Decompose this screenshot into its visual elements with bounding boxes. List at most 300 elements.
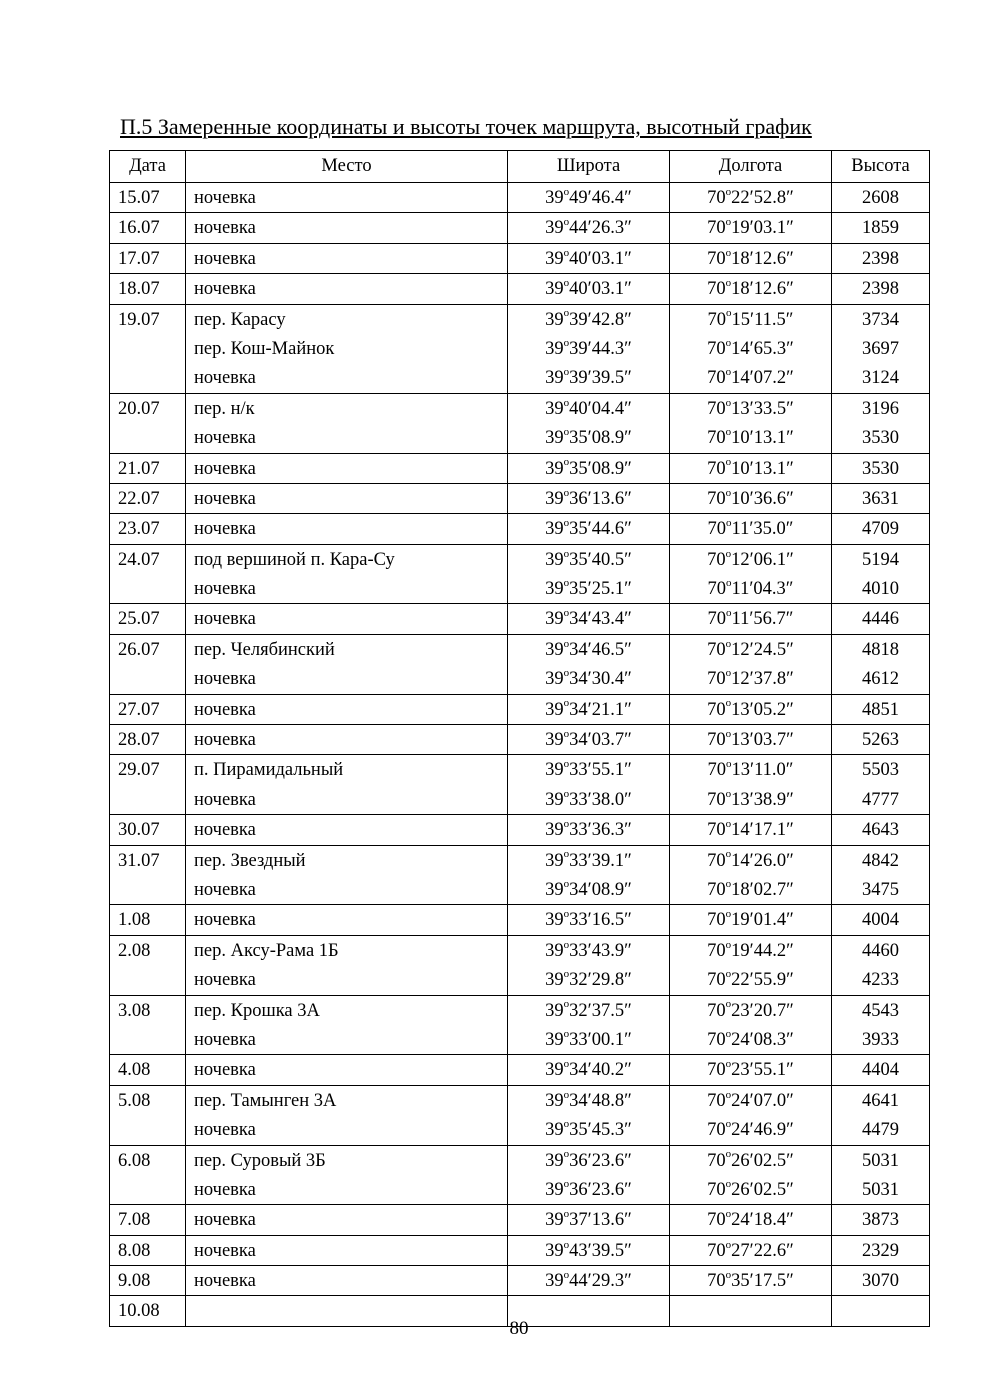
alt-cell [832,634,930,694]
date-value: 7.08 [118,1210,151,1231]
latitude-value: 39$^o$39′39.5″ [545,366,632,389]
lat-cell [508,213,670,243]
lon-cell [670,634,832,694]
lat-cell [508,725,670,755]
latitude-value: 39$^o$34′03.7″ [545,727,632,751]
lon-cell [670,274,832,304]
place-value: ночевка [194,218,256,239]
lat-cell [508,1145,670,1205]
latitude-value: 39$^o$34′48.8″ [545,1088,632,1111]
date-value: 1.08 [118,910,151,931]
altitude-value: 4004 [862,910,899,931]
date-cell [110,1266,186,1296]
longitude-value: 70$^o$19′03.1″ [707,216,794,239]
place-value: ночевка [194,1120,256,1141]
latitude-value: 39$^o$43′39.5″ [545,1238,632,1261]
latitude-value: 39$^o$33′16.5″ [545,908,632,931]
table-row [110,995,930,1055]
place-cell [186,995,508,1055]
altitude-value: 5503 [862,760,899,781]
lon-cell [670,243,832,273]
place-value: ночевка [194,579,256,600]
alt-cell [832,725,930,755]
lon-cell [670,183,832,213]
latitude-value: 39$^o$36′13.6″ [545,486,632,509]
place-cell [186,183,508,213]
table-row [110,1085,930,1145]
place-cell [186,634,508,694]
altitude-value: 3631 [862,488,899,509]
altitude-value: 4543 [862,1000,899,1021]
lat-cell [508,694,670,724]
place-cell [186,213,508,243]
date-cell [110,544,186,604]
date-value: 24.07 [118,549,160,570]
place-cell [186,845,508,905]
place-cell [186,905,508,935]
latitude-value: 39$^o$35′45.3″ [545,1117,632,1141]
lon-cell [670,1266,832,1296]
place-cell [186,935,508,995]
altitude-value: 1859 [862,218,899,239]
longitude-value: 70$^o$22′52.8″ [707,185,794,208]
altitude-value: 3734 [862,309,899,330]
date-value: 18.07 [118,279,160,300]
place-value: пер. Суровый 3Б [194,1150,326,1171]
date-value: 2.08 [118,940,151,961]
date-cell [110,1235,186,1265]
alt-cell [832,514,930,544]
altitude-value: 5031 [862,1150,899,1171]
date-cell [110,1205,186,1235]
alt-cell [832,304,930,393]
place-value: пер. Карасу [194,309,286,330]
place-value: пер. Челябинский [194,639,335,660]
altitude-value: 3530 [862,428,899,449]
date-value: 10.08 [118,1301,160,1322]
date-value: 9.08 [118,1271,151,1292]
date-value: 6.08 [118,1150,151,1171]
lat-cell [508,274,670,304]
longitude-value: 70$^o$12′24.5″ [707,637,794,660]
lat-cell [508,604,670,634]
date-value: 4.08 [118,1060,151,1081]
longitude-value: 70$^o$18′12.6″ [707,277,794,300]
alt-cell [832,694,930,724]
place-value: ночевка [194,188,256,208]
alt-cell [832,815,930,845]
date-value: 8.08 [118,1240,151,1261]
place-value: ночевка [194,458,256,479]
altitude-value: 4643 [862,820,899,841]
longitude-value: 70$^o$23′55.1″ [707,1058,794,1081]
place-cell [186,274,508,304]
table-row [110,304,930,393]
altitude-value: 4709 [862,519,899,540]
alt-cell [832,243,930,273]
lon-cell [670,815,832,845]
table-row [110,213,930,243]
altitude-value: 5263 [862,730,899,751]
altitude-value: 5031 [862,1179,899,1200]
place-value: пер. Крошка 3А [194,1000,320,1021]
date-cell [110,274,186,304]
lon-cell [670,905,832,935]
page-title: П.5 Замеренные координаты и высоты точек маршрута, высотный график [120,114,812,139]
place-cell [186,544,508,604]
altitude-value: 4842 [862,850,899,871]
table-row [110,243,930,273]
alt-cell [832,183,930,213]
longitude-value: 70$^o$18′02.7″ [707,877,794,900]
place-value: пер. Аксу-Рама 1Б [194,940,339,961]
table-row [110,725,930,755]
header-altitude: Высота [832,151,930,183]
latitude-value: 39$^o$33′39.1″ [545,848,632,871]
latitude-value: 39$^o$40′03.1″ [545,246,632,269]
lat-cell [508,1205,670,1235]
alt-cell [832,274,930,304]
table-row [110,1145,930,1205]
place-value: ночевка [194,368,256,389]
longitude-value: 70$^o$13′33.5″ [707,396,794,419]
lat-cell [508,1266,670,1296]
latitude-value: 39$^o$44′29.3″ [545,1268,632,1292]
lon-cell [670,1085,832,1145]
alt-cell [832,483,930,513]
latitude-value: 39$^o$35′40.5″ [545,547,632,570]
altitude-value: 2608 [862,188,899,208]
alt-cell [832,1055,930,1085]
longitude-value: 70$^o$14′65.3″ [707,336,794,359]
longitude-value: 70$^o$35′17.5″ [707,1268,794,1292]
date-cell [110,1085,186,1145]
route-coordinates-table [109,150,930,1327]
latitude-value: 39$^o$34′46.5″ [545,637,632,660]
lon-cell [670,514,832,544]
lat-cell [508,514,670,544]
altitude-value: 2398 [862,248,899,269]
altitude-value: 4446 [862,609,899,630]
table-row [110,815,930,845]
date-cell [110,243,186,273]
date-value: 23.07 [118,519,160,540]
place-cell [186,1085,508,1145]
lon-cell [670,935,832,995]
latitude-value: 39$^o$33′38.0″ [545,787,632,810]
date-cell [110,1055,186,1085]
table-row [110,845,930,905]
place-cell [186,1235,508,1265]
longitude-value: 70$^o$14′17.1″ [707,818,794,841]
altitude-value: 4479 [862,1120,899,1141]
altitude-value: 3196 [862,398,899,419]
place-value: ночевка [194,730,256,751]
lat-cell [508,544,670,604]
table-row [110,453,930,483]
alt-cell [832,1205,930,1235]
lat-cell [508,1235,670,1265]
header-date: Дата [110,151,186,183]
lat-cell [508,845,670,905]
date-value: 22.07 [118,488,160,509]
alt-cell [832,544,930,604]
table-row [110,1235,930,1265]
lat-cell [508,483,670,513]
place-value: п. Пирамидальный [194,760,344,781]
place-cell [186,453,508,483]
longitude-value: 70$^o$23′20.7″ [707,998,794,1021]
alt-cell [832,213,930,243]
place-value: пер. Тамынген 3А [194,1090,337,1111]
lat-cell [508,393,670,453]
header-latitude: Широта [508,151,670,183]
date-cell [110,483,186,513]
place-value: ночевка [194,1210,256,1231]
longitude-value: 70$^o$14′26.0″ [707,848,794,871]
place-cell [186,1266,508,1296]
latitude-value: 39$^o$33′43.9″ [545,938,632,961]
longitude-value: 70$^o$13′03.7″ [707,727,794,751]
lon-cell [670,1205,832,1235]
lat-cell [508,634,670,694]
place-value: пер. н/к [194,398,255,419]
lon-cell [670,995,832,1055]
date-cell [110,935,186,995]
lon-cell [670,304,832,393]
date-value: 3.08 [118,1000,151,1021]
table-row [110,755,930,815]
date-value: 28.07 [118,730,160,751]
latitude-value: 39$^o$34′30.4″ [545,667,632,690]
altitude-value: 2329 [862,1240,899,1261]
longitude-value: 70$^o$11′04.3″ [707,576,794,600]
altitude-value: 3873 [862,1210,899,1231]
alt-cell [832,604,930,634]
date-cell [110,604,186,634]
place-cell [186,393,508,453]
date-value: 27.07 [118,699,160,720]
table-row [110,905,930,935]
altitude-value: 4851 [862,699,899,720]
place-value: ночевка [194,1060,256,1081]
place-value: ночевка [194,248,256,269]
alt-cell [832,1145,930,1205]
latitude-value: 39$^o$40′04.4″ [545,396,632,419]
lat-cell [508,304,670,393]
altitude-value: 3070 [862,1271,899,1292]
date-value: 31.07 [118,850,160,871]
place-value: ночевка [194,1240,256,1261]
lon-cell [670,845,832,905]
place-value: ночевка [194,279,256,300]
latitude-value: 39$^o$35′25.1″ [545,576,632,600]
latitude-value: 39$^o$34′40.2″ [545,1058,632,1081]
alt-cell [832,935,930,995]
lon-cell [670,213,832,243]
latitude-value: 39$^o$40′03.1″ [545,277,632,300]
place-cell [186,815,508,845]
lat-cell [508,1055,670,1085]
latitude-value: 39$^o$37′13.6″ [545,1208,632,1231]
latitude-value: 39$^o$36′23.6″ [545,1177,632,1200]
longitude-value: 70$^o$26′02.5″ [707,1148,794,1171]
date-cell [110,815,186,845]
place-cell [186,725,508,755]
latitude-value: 39$^o$39′42.8″ [545,307,632,330]
altitude-value: 4460 [862,940,899,961]
place-cell [186,514,508,544]
date-cell [110,183,186,213]
latitude-value: 39$^o$49′46.4″ [545,185,632,208]
altitude-value: 4233 [862,970,899,991]
alt-cell [832,845,930,905]
date-value: 16.07 [118,218,160,239]
latitude-value: 39$^o$34′08.9″ [545,877,632,900]
place-value: ночевка [194,519,256,540]
latitude-value: 39$^o$32′37.5″ [545,998,632,1021]
date-value: 26.07 [118,639,160,660]
place-cell [186,755,508,815]
longitude-value: 70$^o$24′46.9″ [707,1117,794,1141]
place-cell [186,1055,508,1085]
latitude-value: 39$^o$44′26.3″ [545,216,632,239]
longitude-value: 70$^o$10′36.6″ [707,486,794,509]
date-value: 25.07 [118,609,160,630]
place-cell [186,304,508,393]
date-cell [110,905,186,935]
place-value: ночевка [194,879,256,900]
alt-cell [832,1235,930,1265]
latitude-value: 39$^o$35′08.9″ [545,456,632,479]
place-value: ночевка [194,669,256,690]
lon-cell [670,483,832,513]
place-cell [186,243,508,273]
place-value: ночевка [194,970,256,991]
longitude-value: 70$^o$13′05.2″ [707,697,794,720]
altitude-value: 4404 [862,1060,899,1081]
longitude-value: 70$^o$22′55.9″ [707,968,794,991]
lon-cell [670,755,832,815]
latitude-value: 39$^o$36′23.6″ [545,1148,632,1171]
date-value: 5.08 [118,1090,151,1111]
table-row [110,935,930,995]
altitude-value: 4641 [862,1090,899,1111]
altitude-value: 4612 [862,669,899,690]
longitude-value: 70$^o$13′38.9″ [707,787,794,810]
altitude-value: 3697 [862,338,899,359]
latitude-value: 39$^o$32′29.8″ [545,968,632,991]
latitude-value: 39$^o$34′43.4″ [545,607,632,630]
table-row [110,1205,930,1235]
date-value: 21.07 [118,458,160,479]
alt-cell [832,1085,930,1145]
table-header-row [110,151,930,183]
alt-cell [832,755,930,815]
altitude-value: 4777 [862,789,899,810]
header-longitude: Долгота [670,151,832,183]
latitude-value: 39$^o$35′08.9″ [545,425,632,449]
longitude-value: 70$^o$10′13.1″ [707,456,794,479]
lon-cell [670,1145,832,1205]
date-cell [110,845,186,905]
altitude-value: 4818 [862,639,899,660]
place-value: ночевка [194,1179,256,1200]
date-value: 19.07 [118,309,160,330]
date-value: 17.07 [118,248,160,269]
date-cell [110,995,186,1055]
longitude-value: 70$^o$18′12.6″ [707,246,794,269]
alt-cell [832,453,930,483]
longitude-value: 70$^o$12′37.8″ [707,667,794,690]
table-row [110,183,930,213]
lat-cell [508,905,670,935]
table-row [110,514,930,544]
longitude-value: 70$^o$19′01.4″ [707,908,794,931]
lon-cell [670,544,832,604]
table-row [110,694,930,724]
place-value: ночевка [194,609,256,630]
lat-cell [508,1085,670,1145]
place-value: ночевка [194,789,256,810]
lat-cell [508,183,670,213]
longitude-value: 70$^o$24′18.4″ [707,1208,794,1231]
place-cell [186,694,508,724]
alt-cell [832,995,930,1055]
place-value: ночевка [194,428,256,449]
longitude-value: 70$^o$19′44.2″ [707,938,794,961]
alt-cell [832,905,930,935]
place-cell [186,1205,508,1235]
lon-cell [670,393,832,453]
longitude-value: 70$^o$27′22.6″ [707,1238,794,1261]
alt-cell [832,393,930,453]
date-value: 29.07 [118,760,160,781]
lat-cell [508,995,670,1055]
altitude-value: 3124 [862,368,899,389]
date-value: 15.07 [118,188,160,208]
place-value: ночевка [194,910,256,931]
date-cell [110,725,186,755]
longitude-value: 70$^o$14′07.2″ [707,366,794,389]
altitude-value: 4010 [862,579,899,600]
altitude-value: 3933 [862,1029,899,1050]
table-row [110,544,930,604]
place-value: ночевка [194,488,256,509]
place-value: ночевка [194,1271,256,1292]
date-cell [110,634,186,694]
place-value: ночевка [194,1029,256,1050]
lat-cell [508,755,670,815]
latitude-value: 39$^o$34′21.1″ [545,697,632,720]
date-cell [110,694,186,724]
altitude-value: 3530 [862,458,899,479]
place-value: пер. Кош-Майнок [194,338,335,359]
lat-cell [508,453,670,483]
latitude-value: 39$^o$35′44.6″ [545,517,632,540]
longitude-value: 70$^o$12′06.1″ [707,547,794,570]
longitude-value: 70$^o$10′13.1″ [707,425,794,449]
table-row [110,483,930,513]
lat-cell [508,815,670,845]
date-cell [110,453,186,483]
lon-cell [670,725,832,755]
place-cell [186,604,508,634]
longitude-value: 70$^o$24′08.3″ [707,1027,794,1050]
longitude-value: 70$^o$11′35.0″ [707,517,794,540]
date-cell [110,755,186,815]
lon-cell [670,1055,832,1085]
